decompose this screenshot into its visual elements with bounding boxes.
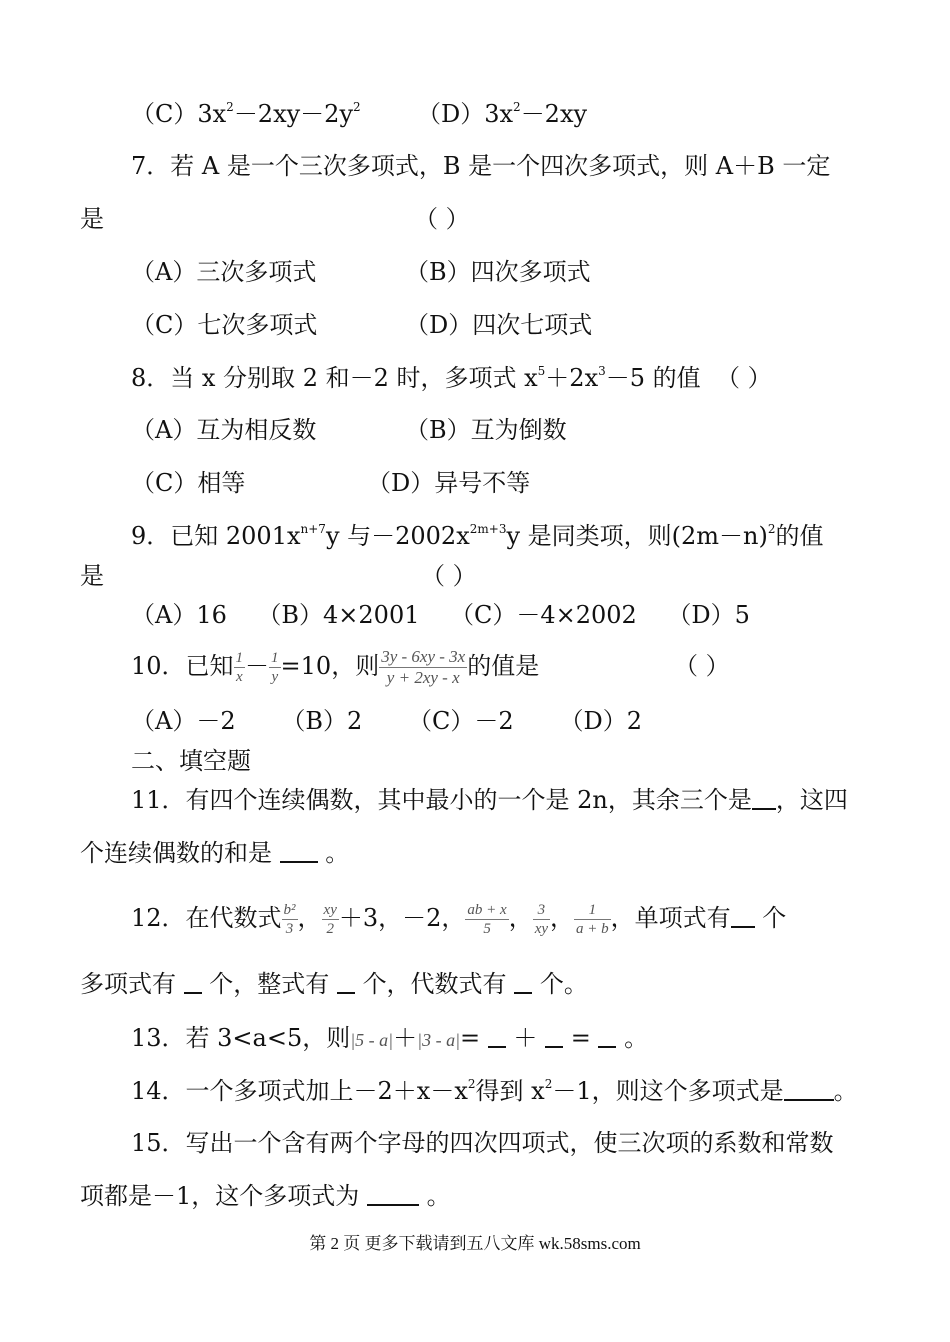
q7-option-b: （B）四次多项式 [405, 258, 591, 286]
q9-options: （A）16 （B）4×2001 （C）－4×2002 （D）5 [131, 601, 750, 629]
q15-line2: 项都是－1，这个多项式为 。 [80, 1182, 451, 1210]
fraction-1-over-y: $\frac{1}{y}$ [271, 650, 279, 685]
blank-13c[interactable] [598, 1024, 616, 1048]
blank-12b[interactable] [184, 970, 202, 994]
blank-13b[interactable] [545, 1024, 563, 1048]
q10-stem: 10．已知 $\frac{1}{x}$ － $\frac{1}{y}$ =10，则 $\frac{3y - 6xy - 3x}{y + 2xy - x}$ 的值是 [131, 647, 540, 687]
blank-14[interactable] [784, 1077, 834, 1101]
fraction-3-over-xy: $\frac{3}{xy}$ [534, 902, 549, 937]
blank-12c[interactable] [337, 970, 355, 994]
q7-answer-paren: （ ） [414, 205, 470, 233]
q8-stem: 8．当 x 分别取 2 和－2 时，多项式 $x^5+2x^3-5$ 的值 [131, 364, 701, 392]
q10-options: （A）－2 （B）2 （C）－2 （D）2 [131, 707, 642, 735]
fraction-expression: $\frac{3y - 6xy - 3x}{y + 2xy - x}$ [381, 647, 466, 687]
blank-12a[interactable] [731, 904, 755, 928]
q9-answer-paren: （ ） [421, 562, 477, 590]
fraction-abx-over-5: $\frac{ab + x}{5}$ [467, 902, 507, 937]
q12-line2: 多项式有 个，整式有 个，代数式有 个。 [80, 970, 588, 998]
fraction-1-over-ab: $\frac{1}{a + b}$ [576, 902, 609, 937]
q15-line1: 15．写出一个含有两个字母的四次四项式，使三次项的系数和常数 [131, 1129, 834, 1157]
q13-stem: 13．若 3<a<5，则|5 - a|＋|3 - a|= ＋ = 。 [131, 1024, 649, 1052]
q9-stem: 9．已知 $2001x^{n+7}y$ 与$-2002x^{2m+3}y$ 是同类项，则$(2m-n)^2$的值 [131, 522, 824, 550]
q7-stem: 7．若 A 是一个三次多项式，B 是一个四次多项式，则 A＋B 一定 [131, 152, 831, 180]
q8-option-a: （A）互为相反数 [131, 416, 317, 444]
q11-line2: 个连续偶数的和是 。 [80, 839, 350, 867]
blank-15[interactable] [367, 1182, 419, 1206]
blank-11a[interactable] [752, 786, 776, 810]
q6-option-c: $(C)3x^2-2xy-2y^2$ [131, 100, 361, 128]
q12-stem: 12．在代数式 $\frac{\text{b²}}{3}$ ， $\frac{xy}{2}$ ＋3，－2， $\frac{ab + x}{5}$ ， $\frac{3}{xy}$ ， $\frac{1}{a + b}$ ，单项式有 个 [131, 902, 787, 937]
q8-option-d: （D）异号不等 [367, 469, 531, 497]
q14-stem: 14．一个多项式加上$-2+x-x^2$得到 $x^2-1$，则这个多项式是 。 [131, 1077, 858, 1105]
q11-line1: 11．有四个连续偶数，其中最小的一个是 2n，其余三个是 ，这四 [131, 786, 848, 814]
q10-answer-paren: （ ） [674, 652, 730, 680]
q9-stem-cont: 是 [80, 562, 104, 590]
page-footer: 第 2 页 更多下载请到五八文库 wk.58sms.com [309, 1234, 641, 1253]
fraction-b2-over-3: $\frac{\text{b²}}{3}$ [283, 902, 296, 937]
fraction-xy-over-2: $\frac{xy}{2}$ [323, 902, 337, 937]
blank-12d[interactable] [514, 970, 532, 994]
q6-option-d: $(D)3x^2-2xy$ [417, 100, 588, 128]
q7-option-d: （D）四次七项式 [405, 311, 593, 339]
abs-5-minus-a: |5 - a| [350, 1030, 394, 1050]
q7-option-c: （C）七次多项式 [131, 311, 318, 339]
section-fill-in-title: 二、填空题 [131, 747, 251, 775]
q7-stem-cont: 是 [80, 205, 104, 233]
q7-option-a: （A）三次多项式 [131, 258, 317, 286]
q8-answer-paren: （ ） [716, 364, 772, 392]
q8-option-c: （C）相等 [131, 469, 246, 497]
abs-3-minus-a: |3 - a| [417, 1030, 461, 1050]
blank-11b[interactable] [280, 839, 318, 863]
q8-option-b: （B）互为倒数 [405, 416, 567, 444]
fraction-1-over-x: $\frac{1}{x}$ [235, 650, 244, 685]
blank-13a[interactable] [488, 1024, 506, 1048]
